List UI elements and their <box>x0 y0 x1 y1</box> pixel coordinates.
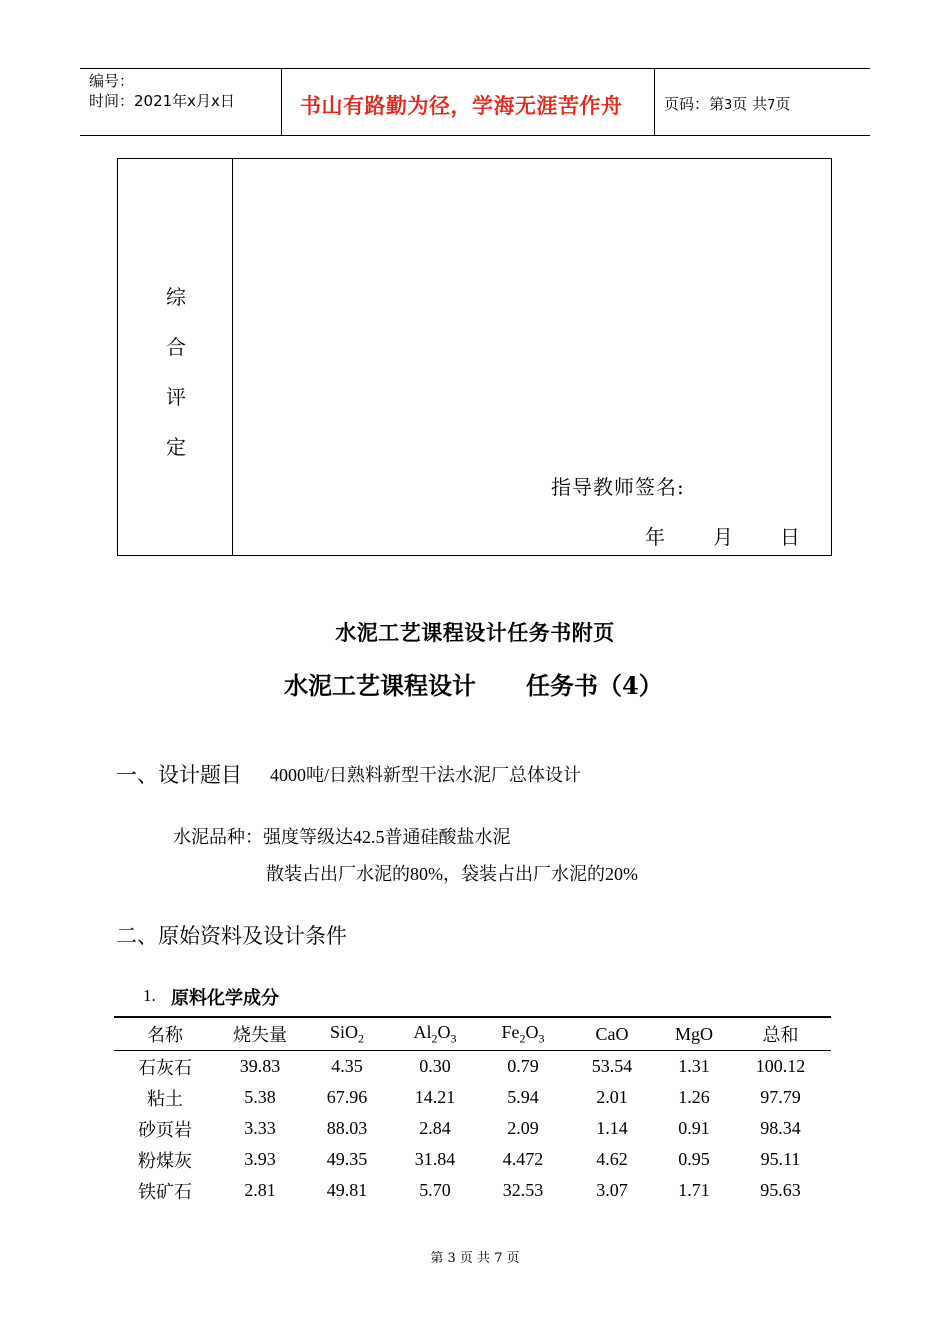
table-cell: 砂页岩 <box>138 1119 192 1141</box>
table-cell: 0.30 <box>419 1056 451 1076</box>
section2-heading: 二、原始资料及设计条件 <box>116 924 347 948</box>
table-cell: 0.95 <box>678 1149 710 1169</box>
table-cell: 100.12 <box>755 1056 806 1076</box>
header-divider-left <box>281 68 282 136</box>
col-header-al2o3: $Al_2O_3$ <box>390 1017 480 1051</box>
table-cell: 铁矿石 <box>138 1181 192 1203</box>
table-cell: 4.35 <box>331 1056 363 1076</box>
col-header-mgo: MgO <box>658 1017 730 1051</box>
table-cell: 1.71 <box>678 1180 710 1200</box>
table-row <box>114 1175 831 1206</box>
table-cell: 95.11 <box>760 1149 801 1169</box>
table-cell: 14.21 <box>414 1087 456 1107</box>
table-row <box>114 1144 831 1175</box>
doc-number-label: 编号： <box>89 72 135 90</box>
col-header-loi: 烧失量 <box>216 1017 304 1051</box>
col-header-name: 名称 <box>114 1017 216 1051</box>
header-bottom-rule <box>80 135 870 136</box>
table-cell: 粘土 <box>147 1088 183 1110</box>
evaluation-label-char: 评 <box>166 385 186 409</box>
header-top-rule <box>80 68 870 69</box>
table-cell: 3.07 <box>596 1180 628 1200</box>
table-cell: 88.03 <box>326 1118 368 1138</box>
page-footer: 第 3 页 共 7 页 <box>430 1251 520 1266</box>
page-total: 7 <box>767 98 776 113</box>
table-cell: 49.81 <box>326 1180 368 1200</box>
table-cell: 31.84 <box>414 1149 456 1169</box>
subtitle: 水泥工艺课程设计任务书附页 <box>335 620 615 645</box>
section1-heading: 一、设计题目 <box>116 763 242 787</box>
doc-time-label: 时间：2021年x月x日 <box>89 92 235 110</box>
page-suffix: 页 <box>775 95 791 113</box>
page-mid: 页 共 <box>732 95 768 113</box>
table-cell: 53.54 <box>591 1056 633 1076</box>
teacher-signature-label: 指导教师签名: <box>551 475 685 499</box>
col-header-fe2o3: $Fe_2O_3$ <box>480 1017 566 1051</box>
date-day: 日 <box>780 525 800 549</box>
header-divider-right <box>654 68 655 136</box>
table-cell: 3.33 <box>244 1118 276 1138</box>
evaluation-label-char: 综 <box>166 285 186 309</box>
table-header-row <box>114 1017 831 1051</box>
cement-variety: 水泥品种：强度等级达42.5普通硅酸盐水泥 <box>173 827 511 847</box>
table-row <box>114 1082 831 1113</box>
table-cell: 1.26 <box>678 1087 710 1107</box>
table-row <box>114 1113 831 1144</box>
table-cell: 石灰石 <box>138 1057 192 1079</box>
table-cell: 1.14 <box>596 1118 628 1138</box>
table-cell: 粉煤灰 <box>138 1150 192 1172</box>
table-cell: 0.91 <box>678 1118 710 1138</box>
table-cell: 2.84 <box>419 1118 451 1138</box>
evaluation-label-char: 定 <box>166 435 186 459</box>
col-header-cao: CaO <box>566 1017 658 1051</box>
table-cell: 49.35 <box>326 1149 368 1169</box>
raw-material-table <box>114 1016 831 1206</box>
subsection-title: 原料化学成分 <box>171 988 279 1009</box>
page-current: 3 <box>724 98 733 113</box>
table-cell: 95.63 <box>760 1180 801 1200</box>
date-month: 月 <box>713 525 733 549</box>
subsection-number: 1. <box>143 986 156 1005</box>
table-cell: 2.81 <box>244 1180 276 1200</box>
table-cell: 39.83 <box>239 1056 281 1076</box>
table-cell: 5.94 <box>507 1087 539 1107</box>
table-cell: 0.79 <box>507 1056 539 1076</box>
evaluation-divider <box>232 159 233 555</box>
main-title-right: 任务书（4） <box>526 671 663 700</box>
main-title-left: 水泥工艺课程设计 <box>284 671 476 700</box>
design-topic: 4000吨/日熟料新型干法水泥厂总体设计 <box>270 765 581 785</box>
evaluation-label-char: 合 <box>166 335 186 359</box>
table-cell: 67.96 <box>326 1087 368 1107</box>
table-row <box>114 1051 831 1083</box>
date-year: 年 <box>645 525 665 549</box>
table-cell: 4.62 <box>596 1149 628 1169</box>
header-page-info <box>664 93 790 114</box>
table-cell: 1.31 <box>678 1056 710 1076</box>
table-cell: 3.93 <box>244 1149 276 1169</box>
packing-ratio: 散装占出厂水泥的80%，袋装占出厂水泥的20% <box>266 864 638 884</box>
table-cell: 2.09 <box>507 1118 539 1138</box>
table-cell: 4.472 <box>502 1149 544 1169</box>
table-cell: 98.34 <box>760 1118 801 1138</box>
table-cell: 5.70 <box>419 1180 451 1200</box>
col-header-sio2: SiO$_2$ <box>304 1017 390 1051</box>
header-motto: 书山有路勤为径，学海无涯苦作舟 <box>300 93 623 118</box>
table-cell: 97.79 <box>760 1087 801 1107</box>
page-prefix: 页码：第 <box>664 95 725 113</box>
col-header-total: 总和 <box>730 1017 831 1051</box>
evaluation-label <box>164 272 188 472</box>
evaluation-box <box>117 158 832 556</box>
table-cell: 2.01 <box>596 1087 628 1107</box>
table-cell: 5.38 <box>244 1087 276 1107</box>
table-cell: 32.53 <box>502 1180 544 1200</box>
